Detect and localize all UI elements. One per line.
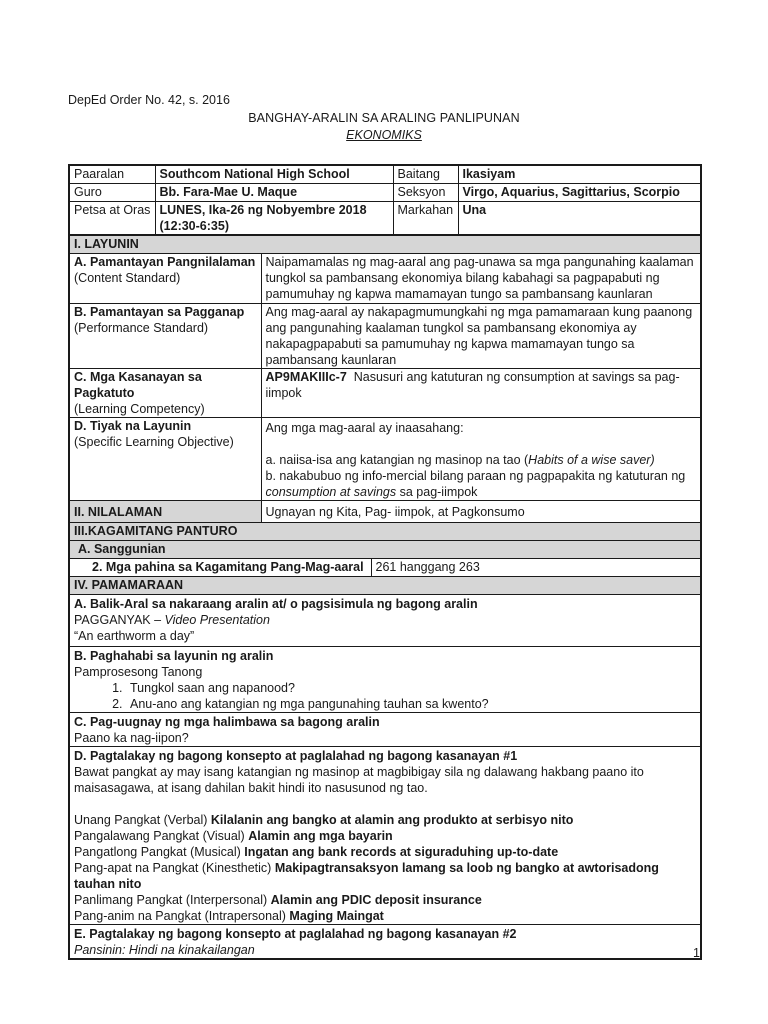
seksyon-value: Virgo, Aquarius, Sagittarius, Scorpio [458, 183, 701, 201]
table-row [69, 540, 701, 558]
pagganyak-label: PAGGANYAK – [74, 612, 165, 627]
petsa-value [155, 201, 393, 235]
group-row [74, 812, 696, 828]
performance-standard-text: Ang mag-aaral ay nakapagmumungkahi ng mga pamamaraan kung paanong ang pangunahing kaalaman tungkol sa pambansang ekonomiya ay nakapagpapabuti sa pamumuhay ng kapwa mamamayan tungo sa pambansang kaunlaran [261, 303, 701, 368]
table-row [69, 712, 701, 746]
table-row [69, 646, 701, 712]
document-title: BANGHAY-ARALIN SA ARALING PANLIPUNAN [248, 111, 520, 125]
list-item: 2. Anu-ano ang katangian ng mga pangunahing tauhan sa kwento? [126, 696, 696, 712]
pamamaraan-b [69, 646, 701, 712]
paaralan-label: Paaralan [69, 165, 155, 183]
objective-a-text: a. naiisa-isa ang katangian ng masinop na tao ( [265, 452, 529, 467]
table-row [69, 183, 701, 201]
list-item: 1. Tungkol saan ang napanood? [126, 680, 696, 696]
content-standard-text: Naipamamalas ng mag-aaral ang pag-unawa sa mga pangunahing kaalaman tungkol sa pambansang ekonomiya bilang kabahagi sa pagpapabuti ng pamumuhay ng kapwa mamamayan tungo sa pambansang kaunlaran [261, 253, 701, 303]
pamamaraan-d [69, 746, 701, 924]
table-row [69, 303, 701, 368]
pamamaraan-b-title: B. Paghahabi sa layunin ng aralin [74, 648, 274, 663]
pamamaraan-a [69, 594, 701, 646]
performance-standard-label [69, 303, 261, 368]
group-task: Alamin ang PDIC deposit insurance [270, 892, 482, 907]
table-row [69, 253, 701, 303]
content-standard-sub: (Content Standard) [74, 270, 181, 285]
group-label: Pangalawang Pangkat (Visual) [74, 828, 249, 843]
group-task: Kilalanin ang bangko at alamin ang produkto at serbisyo nito [210, 812, 574, 827]
pamamaraan-a-title: A. Balik-Aral sa nakaraang aralin at/ o pagsisimula ng bagong aralin [74, 596, 478, 611]
pamamaraan-c [69, 712, 701, 746]
markahan-value: Una [458, 201, 701, 235]
pahina-value: 261 hanggang 263 [371, 558, 701, 576]
petsa-time: (12:30-6:35) [159, 218, 229, 233]
competency-text-cell [261, 368, 701, 417]
group-task: Ingatan ang bank records at siguraduhing up-to-date [244, 844, 559, 859]
pamamaraan-a-line2: “An earthworm a day” [74, 628, 195, 643]
group-label: Unang Pangkat (Verbal) [74, 812, 211, 827]
competency-label [69, 368, 261, 417]
group-label: Panlimang Pangkat (Interpersonal) [74, 892, 271, 907]
page-number: 1 [693, 946, 700, 960]
pamamaraan-d-line1: Bawat pangkat ay may isang katangian ng masinop at magbibigay sila ng dalawang hakbang paano ito maisasagawa, at isang dahilan bakit hindi ito nasusunod ng tao. [74, 764, 644, 795]
nilalaman-text: Ugnayan ng Kita, Pag- iimpok, at Pagkonsumo [261, 500, 701, 522]
guro-value: Bb. Fara-Mae U. Maque [155, 183, 393, 201]
table-row [69, 235, 701, 253]
section-heading-kagamitan: III.KAGAMITANG PANTURO [69, 522, 701, 540]
markahan-label: Markahan [393, 201, 458, 235]
petsa-date: LUNES, Ika-26 ng Nobyembre 2018 [159, 202, 367, 217]
competency-sub: (Learning Competency) [74, 401, 205, 416]
group-label: Pang-anim na Pangkat (Intrapersonal) [74, 908, 290, 923]
objective-b-line1: b. nakabubuo ng info-mercial bilang paraan ng pagpapakita ng katuturan ng [265, 468, 686, 483]
table-row [69, 201, 701, 235]
table-row [69, 594, 701, 646]
objective-a [266, 452, 697, 468]
objective-b-end: sa pag-iimpok [396, 484, 478, 499]
objective-b-italic: consumption at savings [265, 484, 397, 499]
table-row [69, 368, 701, 417]
pahina-label: 2. Mga pahina sa Kagamitang Pang-Mag-aaral [69, 558, 371, 576]
objective-label [69, 417, 261, 500]
competency-text: Nasusuri ang katuturan ng consumption at savings sa pag-iimpok [265, 369, 680, 400]
group-row [74, 828, 696, 844]
pamamaraan-c-line1: Paano ka nag-iipon? [74, 730, 189, 745]
table-row [69, 165, 701, 183]
table-row [69, 417, 701, 500]
content-standard-title: A. Pamantayan Pangnilalaman [74, 254, 256, 269]
objective-text-cell [261, 417, 701, 500]
group-row [74, 860, 696, 892]
sanggunian-heading: A. Sanggunian [69, 540, 701, 558]
group-row [74, 892, 696, 908]
group-label: Pang-apat na Pangkat (Kinesthetic) [74, 860, 275, 875]
section-heading-nilalaman: II. NILALAMAN [69, 500, 261, 522]
lesson-plan-table [68, 234, 702, 960]
question-list [74, 680, 696, 712]
objective-a-italic: Habits of a wise saver) [528, 452, 655, 467]
document-subtitle: EKONOMIKS [346, 128, 422, 142]
info-table [68, 164, 702, 236]
table-row [69, 576, 701, 594]
performance-standard-sub: (Performance Standard) [74, 320, 209, 335]
objective-intro: Ang mga mag-aaral ay inaasahang: [265, 420, 464, 435]
paaralan-value: Southcom National High School [155, 165, 393, 183]
guro-label: Guro [69, 183, 155, 201]
group-row [74, 844, 696, 860]
section-heading-pamamaraan: IV. PAMAMARAAN [69, 576, 701, 594]
pamamaraan-b-line1: Pamprosesong Tanong [74, 664, 203, 679]
objective-title: D. Tiyak na Layunin [74, 418, 192, 433]
competency-title: C. Mga Kasanayan sa Pagkatuto [74, 369, 202, 400]
performance-standard-title: B. Pamantayan sa Pagganap [74, 304, 245, 319]
pamamaraan-c-title: C. Pag-uugnay ng mga halimbawa sa bagong aralin [74, 714, 380, 729]
pamamaraan-e-line1: Pansinin: Hindi na kinakailangan [74, 942, 255, 957]
table-row [69, 558, 701, 576]
pamamaraan-e-title: E. Pagtalakay ng bagong konsepto at paglalahad ng bagong kasanayan #2 [74, 926, 517, 941]
deped-order: DepEd Order No. 42, s. 2016 [68, 93, 230, 107]
table-row [69, 924, 701, 959]
group-label: Pangatlong Pangkat (Musical) [74, 844, 245, 859]
section-heading-layunin: I. LAYUNIN [69, 235, 701, 253]
petsa-label: Petsa at Oras [69, 201, 155, 235]
table-row [69, 746, 701, 924]
content-standard-label [69, 253, 261, 303]
table-row [69, 500, 701, 522]
baitang-label: Baitang [393, 165, 458, 183]
table-row [69, 522, 701, 540]
seksyon-label: Seksyon [393, 183, 458, 201]
objective-b-line2 [266, 484, 697, 500]
group-task: Makipagtransaksyon lamang sa loob ng bangko at awtorisadong tauhan nito [74, 860, 659, 891]
group-task: Alamin ang mga bayarin [248, 828, 393, 843]
pamamaraan-e [69, 924, 701, 959]
pamamaraan-a-line1 [74, 612, 696, 628]
objective-sub: (Specific Learning Objective) [74, 434, 234, 449]
group-task: Maging Maingat [289, 908, 384, 923]
pagganyak-italic: Video Presentation [164, 612, 270, 627]
baitang-value: Ikasiyam [458, 165, 701, 183]
pamamaraan-d-title: D. Pagtalakay ng bagong konsepto at paglalahad ng bagong kasanayan #1 [74, 748, 518, 763]
group-row [74, 908, 696, 924]
competency-code: AP9MAKIIIc-7 [265, 369, 347, 384]
